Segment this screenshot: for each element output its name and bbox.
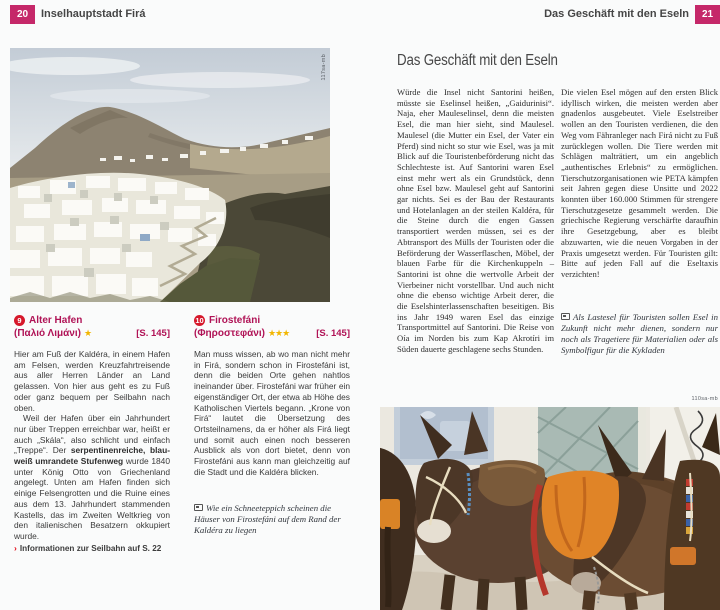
section-title: Firostefáni [209, 315, 261, 326]
running-head-left: Inselhauptstadt Firá [41, 8, 146, 20]
body-paragraph: Hier am Fuß der Kaldéra, in einem Hafen am Felsen, werden Kreuzfahrtreisende aus aller Herren Länder an Land gelassen. Von hier aus geht es zu Fuß oder ganz bequem per Seilbahn nach oben. [14, 349, 170, 413]
left-column-alter-hafen [14, 314, 170, 553]
running-head-right: Das Geschäft mit den Eseln [544, 8, 689, 20]
bold-phrase: serpentinenreiche, blau-weiß umrandete Stufenweg [14, 445, 170, 467]
donkeys-photo [380, 407, 720, 610]
photo-caption-left [194, 503, 350, 536]
body-paragraph [14, 413, 170, 541]
page-number-badge-right: 21 [695, 5, 720, 24]
fira-caldera-photo [10, 48, 330, 302]
body-paragraph: Man muss wissen, ab wo man nicht mehr in Firá, sondern schon in Firostefáni ist, denn die beiden Orte gehen nahtlos ineinander über. Firostefáni war früher ein eigenständiger Ort, der etwa ab Höhe des Katholischen Viertels begann. „Krone von Firá“ lautet die Übersetzung des Ortsteilnamens, da er höher als Firá liegt und somit auch einen noch besseren Ausblick als von dort bietet, denn von Firostefáni aus kann man gleichzeitig auf die Stadt und die Kaldéra blicken. [194, 349, 350, 477]
section-title: Alter Hafen [29, 315, 83, 326]
article-column-2-text: Die vielen Esel mögen auf den ersten Blick idyllisch wirken, die meisten werden aber gnadenlos ausgebeutet. Viele Eselstreiber wollen an den Touristen verdienen, die den Weg vom Fähranleger nach Firá nicht zu Fuß zurücklegen wollen. Die Tiere werden mit Schlägen malträtiert, um ein angeblich „authentisches Erlebnis“ zu ermöglichen. Tierschutzorganisationen wie PETA kämpfen seit Jahren gegen diese Unsitte und 2022 konnten über 160.000 Stimmen für strengere Tierschutzgesetze gesammelt werden. Die griechische Regierung verschärfte daraufhin ihre Gesetzgebung, aber es bleibt abzuwarten, wie die neuen Vorgaben in der Praxis umgesetzt werden. Für Touristen gilt: Bitte auf jeden Fall auf die Eseltaxis verzichten! [561, 87, 718, 279]
crossref-text: Informationen zur Seilbahn auf S. 22 [19, 543, 162, 553]
section-heading-alter-hafen [14, 314, 170, 342]
photo-credit: 110sa-mb [691, 396, 718, 402]
page-reference: [S. 145] [316, 328, 350, 339]
rating-stars: ★ [83, 328, 92, 338]
section-number-marker: 10 [195, 316, 204, 325]
caption-text: Als Lastesel für Touristen sollen Esel in Zukunft nicht mehr dienen, sondern nur noch als Tragetiere für Materialien oder als Symbolfigur für die Kykladen [561, 311, 718, 355]
photo-frame-icon [561, 313, 570, 320]
page-reference: [S. 145] [136, 328, 170, 339]
photo-credit-vertical: 117sa-mb [321, 54, 327, 81]
seilbahn-info-crossref [14, 543, 170, 553]
article-title [397, 52, 584, 70]
rating-stars: ★★★ [267, 328, 290, 338]
donkeys-illustration [380, 407, 720, 610]
page-number-badge-left: 20 [10, 5, 35, 24]
fira-caldera-illustration [10, 48, 330, 302]
section-heading-firostefani [194, 314, 350, 342]
section-subtitle-greek: (Φηροστεφάνι) [194, 328, 265, 339]
left-column-firostefani [194, 314, 350, 536]
caption-text: Wie ein Schneeteppich scheinen die Häuser von Firostefáni auf dem Rand der Kaldéra zu liegen [194, 503, 341, 536]
photo-frame-icon [194, 504, 203, 511]
article-title-text: Das Geschäft mit den Eseln [397, 52, 558, 69]
article-column-2 [561, 87, 718, 356]
section-subtitle-greek: (Παλιό Λιμάνι) [14, 328, 81, 339]
chevron-right-icon: › [14, 542, 17, 553]
section-number-marker: 9 [14, 315, 25, 326]
paragraph-text: Weil der Hafen über ein Jahrhundert nur über Treppen erreichbar war, heißt er auch „Skála“, also schlicht und einfach „Treppe“. Der [14, 413, 170, 456]
article-column-1: Würde die Insel nicht Santorini heißen, müsste sie Eselinsel heißen, „Gaidurinisi“. Naja, eher Mauleselinsel, denn die meisten Esel, die man hier sieht, sind Maulesel. Maulesel (die Mutter ein Esel, der Vater ein Pferd) sind nicht so stur wie Esel, was ja mit Blick auf die Touristenbeförderung nicht das Schlechteste ist. Auf Santorini waren Esel einst mehr wert als ein Grundstück, denn ohne Esel bzw. Maulesel geht auf Santorini gar nichts. Sei es der Bau der Restaurants und Hotelanlagen an der steilen Kaldéra, für die Steine durch die engen Gassen transportiert werden müssen, sei es der Abtransport des Mülls der Touristen oder die Beförderung der Wasserflaschen, Möbel, der blauen Farbe für die Kirchenkuppeln – Santorini ist ohne die wertvolle Arbeit der Vierbeiner nicht vorstellbar. Und auch nicht ohne die ebenso wichtige Arbeit derer, die die Eselshinterlassenschaften beseitigen. Bis ins Jahr 1949 waren Esel das einzige Transportmittel auf Santorini. Die Reise von Oía im Norden bis zum Kap Akrotíri im Süden dauerte geschlagene sechs Stunden. [397, 87, 554, 354]
photo-caption-right [561, 312, 718, 356]
paragraph-text: wurde 1840 unter König Otto von Griechenland angelegt. Unten am Hafen finden sich einige Felsengrotten und die Ruine eines aus dem 13. Jahrhundert stammenden Kastells, das im Zweiten Weltkrieg von den italienischen Besatzern okkupiert wurde. [14, 456, 170, 541]
